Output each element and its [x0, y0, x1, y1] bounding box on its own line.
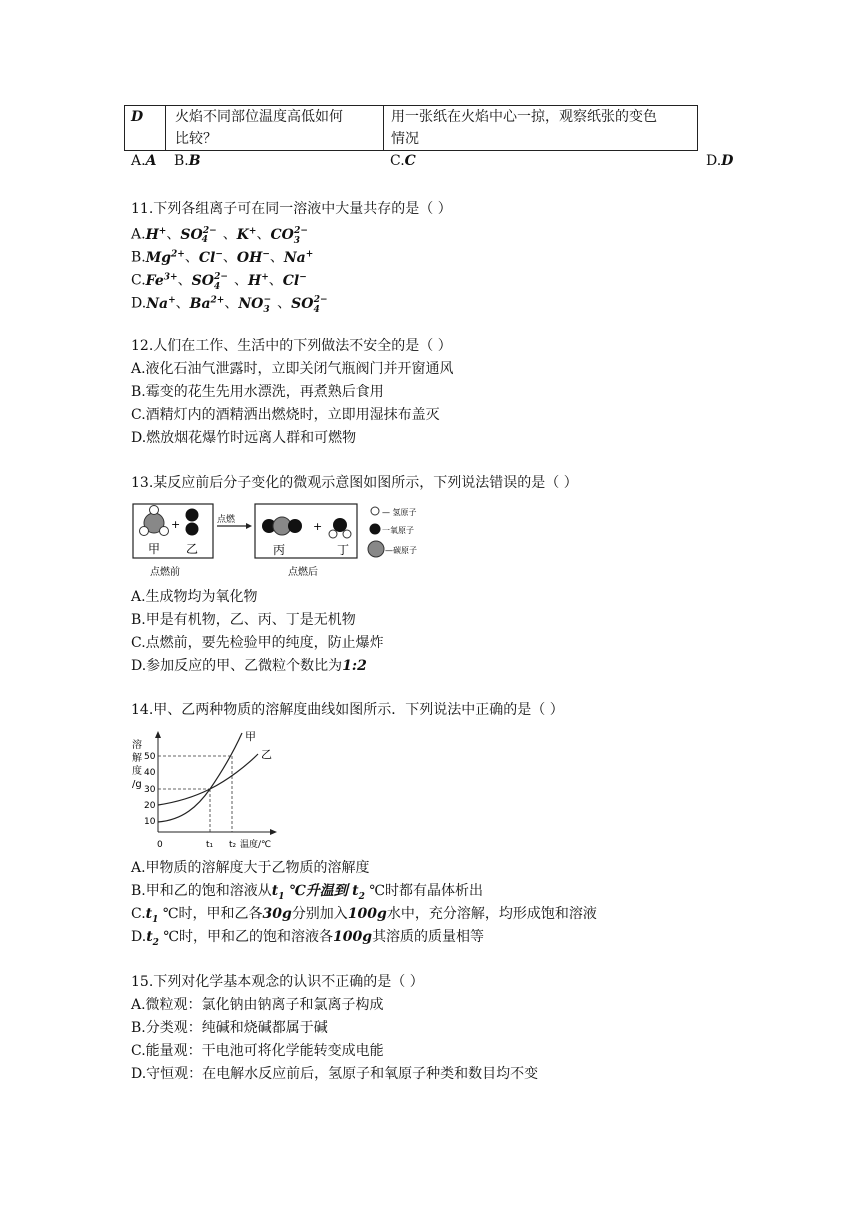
q12-option-c: C.酒精灯内的酒精洒出燃烧时，立即用湿抹布盖灭 — [131, 407, 440, 423]
y-tick-50: 50 — [144, 752, 156, 762]
q13-option-a: A.生成物均为氧化物 — [131, 589, 258, 605]
question-line-1: 火焰不同部位温度高低如何 — [175, 109, 343, 125]
y-tick-30: 30 — [144, 785, 156, 795]
q15-option-b: B.分类观：纯碱和烧碱都属于碱 — [131, 1020, 328, 1036]
hydrogen-atom — [343, 530, 351, 538]
q11-stem: 11.下列各组离子可在同一溶液中大量共存的是（ ） — [131, 201, 452, 217]
q14-option-c: $C.t_1$ ℃时，甲和乙各30g分别加入100g水中，充分溶解，均形成饱和溶液 — [131, 906, 597, 925]
x-axis-arrow — [270, 829, 277, 835]
question-line-2: 比较？ — [175, 131, 217, 147]
oxygen-atom — [333, 518, 347, 532]
table-divider — [383, 106, 384, 150]
q10-option-d: D.D — [706, 153, 734, 169]
solubility-curve-chart — [128, 728, 288, 852]
q13-stem: 13.某反应前后分子变化的微观示意图如图所示，下列说法错误的是（ ） — [131, 475, 578, 491]
y-label-1: 溶 — [132, 740, 142, 751]
q11-option-d: D.Na+、$Ba^{2+}$、$NO_3^-$ 、$SO_4^{2-}$ — [131, 295, 328, 315]
y-tick-10: 10 — [144, 817, 156, 827]
hydrogen-atom — [329, 530, 337, 538]
series-yi-label: 乙 — [261, 748, 272, 761]
q13-option-b: B.甲是有机物，乙、丙、丁是无机物 — [131, 612, 356, 628]
q13-option-d: D.参加反应的甲、乙微粒个数比为1:2 — [131, 658, 367, 674]
q14-option-a: A.甲物质的溶解度大于乙物质的溶解度 — [131, 860, 370, 876]
y-label-3: 度 — [132, 766, 142, 777]
x-tick-t2: t₂ — [229, 840, 237, 850]
y-tick-20: 20 — [144, 801, 156, 811]
series-yi-curve — [158, 754, 258, 805]
x-tick-t1: t₁ — [206, 840, 214, 850]
q14-option-d: $D.t_2$ ℃时，甲和乙的饱和溶液各100g其溶质的质量相等 — [131, 929, 485, 948]
x-axis-label: 温度/℃ — [240, 840, 272, 850]
legend-hydrogen: — 氢原子 — [382, 508, 417, 517]
q15-option-a: A.微粒观：氯化钠由钠离子和氯离子构成 — [131, 997, 384, 1013]
legend-hydrogen-icon — [371, 507, 379, 515]
q12-option-b: B.霉变的花生先用水漂洗，再煮熟后食用 — [131, 384, 384, 400]
y-axis-arrow — [155, 731, 161, 738]
method-line-1: 用一张纸在火焰中心一掠，观察纸张的变色 — [391, 109, 657, 125]
hydrogen-atom — [140, 527, 149, 536]
legend-carbon: —碳原子 — [385, 546, 417, 555]
x-tick-0: 0 — [157, 840, 163, 850]
q11-option-a: A.H+、$SO_4^{2-}$ 、K+、$CO_3^{2-}$ — [131, 226, 308, 246]
q11-option-b: $B.Mg^{2+}$、Cl−、OH−、Na+ — [131, 249, 314, 266]
y-label-2: 解 — [132, 753, 142, 764]
q12-option-d: D.燃放烟花爆竹时远离人群和可燃物 — [131, 430, 357, 446]
q12-option-a: A.液化石油气泄露时，立即关闭气瓶阀门并开窗通风 — [131, 361, 454, 377]
oxygen-atom — [288, 519, 302, 533]
q10-option-a: A.A — [131, 153, 157, 169]
q14-option-b: B.甲和乙的饱和溶液从$t_1$ ℃升温到 $t_2$ ℃时都有晶体析出 — [131, 883, 484, 902]
q10-option-b: B.B — [174, 153, 201, 169]
after-caption: 点燃后 — [288, 567, 318, 578]
q15-option-c: C.能量观：干电池可将化学能转变成电能 — [131, 1043, 384, 1059]
hydrogen-atom — [160, 527, 169, 536]
row-label: D — [131, 109, 144, 125]
label-ding: 丁 — [337, 543, 350, 557]
before-caption: 点燃前 — [150, 567, 180, 578]
oxygen-atom — [186, 509, 199, 522]
q14-stem: 14.甲、乙两种物质的溶解度曲线如图所示．下列说法中正确的是（ ） — [131, 702, 564, 718]
label-bing: 丙 — [273, 543, 286, 557]
plus-sign: + — [313, 520, 323, 533]
hydrogen-atom — [150, 506, 159, 515]
q13-option-c: C.点燃前，要先检验甲的纯度，防止爆炸 — [131, 635, 384, 651]
legend-carbon-icon — [368, 541, 384, 557]
arrow-label: 点燃 — [217, 515, 236, 525]
y-label-4: /g — [132, 779, 142, 790]
q15-option-d: D.守恒观：在电解水反应前后，氢原子和氧原子种类和数目均不变 — [131, 1066, 539, 1082]
experiment-table-row-d — [124, 105, 698, 151]
arrow-head — [246, 523, 252, 529]
q10-option-c: C.C — [390, 153, 416, 169]
label-yi: 乙 — [186, 542, 199, 556]
q12-stem: 12.人们在工作、生活中的下列做法不安全的是（ ） — [131, 338, 452, 354]
molecule-reaction-diagram — [130, 501, 430, 581]
label-jia: 甲 — [148, 542, 161, 556]
oxygen-atom — [186, 523, 199, 536]
table-divider — [165, 106, 166, 150]
series-jia-label: 甲 — [245, 730, 256, 743]
plus-sign: + — [171, 518, 181, 531]
y-tick-40: 40 — [144, 768, 156, 778]
legend-oxygen-icon — [370, 524, 381, 535]
q11-option-c: $C.Fe^{3+}$、$SO_4^{2-}$ 、H+、Cl− — [131, 272, 307, 292]
method-line-2: 情况 — [391, 131, 419, 147]
legend-oxygen: 一氧原子 — [382, 526, 414, 535]
q15-stem: 15.下列对化学基本观念的认识不正确的是（ ） — [131, 974, 424, 990]
